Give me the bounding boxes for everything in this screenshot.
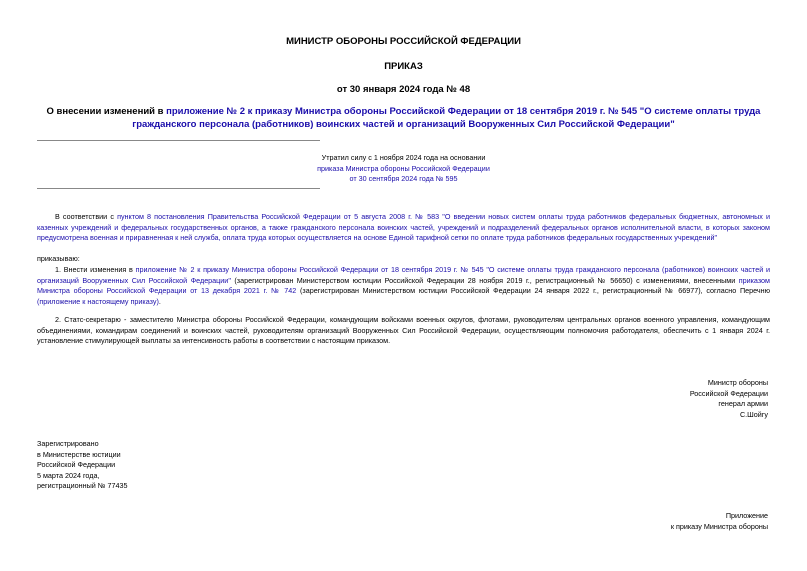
registration-line2: в Министерстве юстиции bbox=[37, 449, 121, 459]
appendix-line2: к приказу Министра обороны bbox=[670, 521, 768, 531]
signature-name: С.Шойгу bbox=[739, 409, 768, 419]
preamble-text: В соответствии с bbox=[55, 212, 118, 221]
signature-line2: Российской Федерации bbox=[689, 388, 768, 398]
signature-block bbox=[690, 378, 768, 420]
signature-line1: Министр обороны bbox=[707, 378, 768, 387]
registration-line4: 5 марта 2024 года, bbox=[37, 470, 100, 480]
registration-line3: Российской Федерации bbox=[37, 460, 116, 470]
registration-block bbox=[37, 439, 127, 492]
preamble-paragraph bbox=[37, 212, 770, 244]
item-1-text-b: (зарегистрирован Министерством юстиции Российской Федерации 28 ноября 2019 г., регистрационный № 56650) с изменениями, внесенными bbox=[230, 275, 739, 285]
preamble-link[interactable]: пунктом 8 постановления Правительства Российской Федерации от 5 августа 2008 г. № 583 "О введении новых систем оплаты труда работников федеральных бюджетных, автономных и казенных учреждений и федеральных государственных органов, а также гражданского персонала воинских частей, учреждений и подразделений федеральных органов исполнительной власти, в которых законом предусмотрена военная и приравненная к ней служба, оплата труда которых осуществляется на основе Единой тарифной сетки по оплате труда работников федеральных государственных учреждений" bbox=[37, 212, 770, 243]
title-prefix: О внесении изменений в bbox=[46, 106, 167, 117]
item-1-text-c: (зарегистрирован Министерством юстиции Российской Федерации 24 января 2022 г., регистрационный № 66977), согласно Перечню bbox=[296, 286, 771, 296]
status-note-line1: Утратил силу с 1 ноября 2024 года на основании bbox=[321, 153, 486, 162]
item-1-text-a: 1. Внести изменения в bbox=[55, 265, 136, 274]
item-1-text-d: . bbox=[158, 296, 161, 306]
item-1-link-annex[interactable]: (приложение к настоящему приказу) bbox=[37, 296, 159, 306]
item-2-paragraph: 2. Статс-секретарю - заместителю Министра обороны Российской Федерации, командующим войсками военных округов, флотами, руководителям центральных органов военного управления, командующим объединениями, командирам соединений и воинских частей, руководителям организаций Вооруженных Сил Российской Федерации, осуществляющим полномочия работодателя, обеспечить с 1 января 2024 г. установление стимулирующей выплаты за интенсивность работы в соответствии с настоящим приказом. bbox=[37, 315, 770, 346]
registration-line1: Зарегистрировано bbox=[37, 439, 99, 448]
document-type: ПРИКАЗ bbox=[384, 61, 423, 72]
signature-line3: генерал армии bbox=[718, 399, 768, 409]
order-word: приказываю: bbox=[37, 254, 80, 263]
item-1-link-appendix[interactable]: приложение № 2 к приказу Министра обороны Российской Федерации от 18 сентября 2019 г. № 545 "О системе оплаты труда гражданского персонала (работников) воинских частей и организаций Вооруженных Сил Российской Федерации" bbox=[37, 265, 771, 285]
item-1-paragraph bbox=[37, 265, 770, 307]
divider-top bbox=[37, 140, 320, 141]
title-link[interactable]: приложение № 2 к приказу Министра обороны Российской Федерации от 18 сентября 2019 г. № 545 "О системе оплаты труда гражданского персонала (работников) воинских частей и организаций Вооруженных Сил Российской Федерации" bbox=[132, 106, 761, 130]
order-date-number: от 30 января 2024 года № 48 bbox=[336, 84, 471, 95]
ministry-heading: МИНИСТР ОБОРОНЫ РОССИЙСКОЙ ФЕДЕРАЦИИ bbox=[286, 36, 521, 47]
appendix-block bbox=[671, 511, 768, 532]
status-note-link-line3[interactable]: от 30 сентября 2024 года № 595 bbox=[349, 174, 458, 184]
status-note bbox=[0, 153, 807, 185]
item-1-link-order-742[interactable]: приказом Министра обороны Российской Федерации от 13 декабря 2021 г. № 742 bbox=[37, 275, 770, 296]
appendix-line1: Приложение bbox=[725, 511, 768, 520]
status-note-link-line2[interactable]: приказа Министра обороны Российской Федерации bbox=[317, 163, 490, 173]
divider-bottom bbox=[37, 188, 320, 189]
document-title bbox=[37, 106, 770, 131]
registration-line5: регистрационный № 77435 bbox=[37, 481, 128, 491]
